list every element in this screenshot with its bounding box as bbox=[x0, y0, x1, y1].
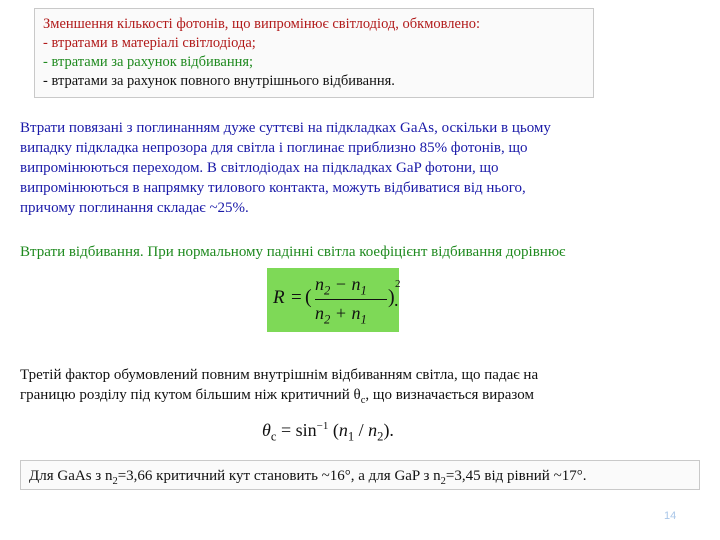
formula-equals: = bbox=[291, 287, 302, 308]
absorption-paragraph bbox=[20, 118, 551, 218]
intro-item-tir: - втратами за рахунок повного внутрішнього відбивання. bbox=[43, 73, 395, 89]
page-number: 14 bbox=[664, 510, 677, 522]
absorption-line: випромінюються переходом. В світлодіодах на підкладках GaP фотони, що bbox=[20, 160, 499, 176]
intro-item-reflection: - втратами за рахунок відбивання; bbox=[43, 54, 254, 70]
absorption-line: випадку підкладка непрозора для світла і поглинає приблизно 85% фотонів, що bbox=[20, 140, 528, 156]
tir-line: границю розділу під кутом більшим ніж критичний $\theta_c$, що визначається виразом bbox=[20, 387, 534, 406]
critical-angle-formula: $\theta_c = \sin^{-1} (n_1 / n_2)$. bbox=[262, 420, 394, 444]
absorption-line: Втрати повязані з поглинанням дуже суттєві на підкладках GaAs, оскільки в цьому bbox=[20, 120, 551, 136]
formula-right-paren: ) bbox=[388, 286, 395, 308]
reflection-coefficient-formula bbox=[267, 268, 399, 332]
formula-numerator: $n_2 - n_1$ bbox=[315, 274, 367, 298]
intro-heading: Зменшення кількості фотонів, що випромінює світлодіод, обкмовлено: bbox=[43, 16, 481, 32]
formula-left-paren: ( bbox=[305, 286, 312, 308]
formula-fraction-bar bbox=[315, 299, 387, 300]
formula-power: 2 bbox=[395, 278, 401, 290]
intro-item-material: - втратами в матеріалі світлодіода; bbox=[43, 35, 256, 51]
absorption-line: випромінюються в напрямку тилового контакта, можуть відбиватися від нього, bbox=[20, 180, 526, 196]
intro-box bbox=[34, 8, 594, 98]
tir-line: Третій фактор обумовлений повним внутрішнім відбиванням світла, що падає на bbox=[20, 367, 539, 383]
formula-denominator: $n_2 + n_1$ bbox=[315, 303, 367, 327]
formula-lhs: R bbox=[273, 287, 285, 308]
tir-paragraph bbox=[20, 365, 538, 411]
reflection-paragraph: Втрати відбивання. При нормальному падінні світла коефіцієнт відбивання дорівнює bbox=[20, 244, 566, 260]
critical-angle-box bbox=[20, 460, 700, 490]
absorption-line: причому поглинання складає ~25%. bbox=[20, 200, 249, 216]
critical-angle-text: Для GaAs з $n_2=3,66$ критичний кут становить ~16°, а для GaP з $n_2=3,45$ від рівний ~17°. bbox=[29, 468, 587, 487]
formula-end: . bbox=[394, 290, 399, 310]
